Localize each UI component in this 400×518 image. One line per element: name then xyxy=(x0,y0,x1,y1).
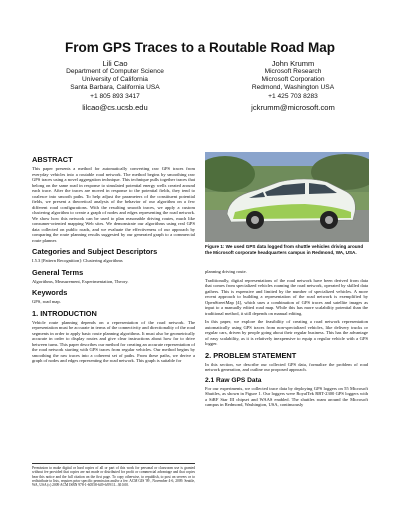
author-block-1 xyxy=(30,59,200,112)
abstract-heading: ABSTRACT xyxy=(32,155,73,164)
figure-caption: Figure 1: We used GPS data logged from shuttle vehicles driving around the Microsoft corporate headquarters campus in Redmond, WA, USA. xyxy=(205,244,364,255)
paper-title: From GPS Traces to a Routable Road Map xyxy=(64,40,336,55)
paragraph: In this paper, we explore the feasibility of creating a road network representation automatically using GPS traces from non-specialized vehicles, like delivery trucks or regular cars, driven by people going about their regular business. This has the advantage of easy scalability, as it is relatively inexpensive to equip a regular vehicle with a GPS logger. xyxy=(205,319,368,346)
author-block-2 xyxy=(208,59,378,112)
raw-gps-heading: 2.1 Raw GPS Data xyxy=(205,376,262,384)
categories-heading: Categories and Subject Descriptors xyxy=(32,247,158,256)
paragraph: Traditionally, digital representations of the road network have been derived from data that comes from specialized vehicles roaming the road network, operated by skilled data gathers. This is expensive and limited by the number of specialized vehicles. A more recent approach to building a representation of the road network is exemplified by OpenStreetMap [4], which uses a combination of GPS traces and satellite images as input to a manually edited road map. While this has more scalability potential than the traditional method, it still depends on manual editing. xyxy=(205,277,368,316)
author-affiliation: Department of Computer Science xyxy=(66,68,164,75)
author-affiliation: Redmond, Washington USA xyxy=(251,84,335,92)
author-affiliation: University of California xyxy=(82,76,148,84)
right-column xyxy=(205,269,368,411)
author-affiliation: Microsoft Research xyxy=(264,68,322,75)
general-terms-text: Algorithms, Measurement, Experimentation, Theory. xyxy=(32,278,129,284)
keywords-text: GPS, road map. xyxy=(32,299,61,304)
keywords-heading: Keywords xyxy=(32,288,68,297)
author-email: jckrumm@microsoft.com xyxy=(251,102,335,112)
paragraph: In this section, we describe our collected GPS data, formalize the problem of road network generation, and outline our proposed approach. xyxy=(205,361,368,372)
abstract-text: This paper presents a method for automatically converting raw GPS traces from everyday vehicles into a routable road network. The method begins by smoothing raw GPS traces using a novel aggregation technique. This technique pulls together traces that belong on the same road in response to simulated potential energy wells created around each trace. After the traces are moved in response to the potential fields, they tend to coalesce into smooth paths. To help adjust the parameters of the constituent potential fields, we present a theoretical analysis of the behavior of our algorithm on a few different road configurations. With the resulting smooth traces, we apply a custom clustering algorithm to create a graph of nodes and edges representing the road network. We show how this network can be used to plan reasonable driving routes, much like consumer-oriented mapping Web sites. We demonstrate our algorithms using real GPS data collected on public roads, and we evaluate the effectiveness of our approach by comparing the route planning results suggested by our generated graph to a commercial route planner. xyxy=(32,166,195,243)
author-phone: +1 805 893 3417 xyxy=(90,92,140,100)
shuttle-photo-graphic xyxy=(205,152,369,242)
intro-heading: 1. INTRODUCTION xyxy=(32,308,97,318)
problem-heading: 2. PROBLEM STATEMENT xyxy=(205,350,297,360)
copyright-footnote: Permission to make digital or hard copies of all or part of this work for personal or classroom use is granted without fee provided that copies are not made or distributed for profit or commercial advantage and that copies bear this notice and the full citation on the first page. To copy otherwise, to republish, to post on servers or to redistribute to lists, requires prior specific permission and/or a fee. ACM GIS '09 , November 4-6, 2009. Seattle, WA, USA (c) 2009 ACM ISBN 978-1-60558-649-6/09/11...$10.00. xyxy=(32,463,195,487)
categories-text: I.5.3 [Pattern Recognition]: Clustering algorithms xyxy=(32,258,123,263)
general-terms-heading: General Terms xyxy=(32,267,84,277)
intro-text: Vehicle route planning depends on a representation of the road network. The representation must be accurate in terms of the connectivity and directionality of the road segments in order to apply basic route planning algorithms. It must also be geometrically accurate in order to display routes and give clear instructions about how far to drive between turns. This paper describes our method for creating an accurate representation of the road network starting with GPS traces from regular vehicles. Our method begins by smoothing the raw traces into a coherent set of paths. From these paths, we derive a graph of nodes and edges representing the road network. This graph is suitable for xyxy=(32,319,195,363)
author-email: lilcao@cs.ucsb.edu xyxy=(82,102,148,112)
shuttle-photo xyxy=(205,152,369,242)
author-name: Lili Cao xyxy=(102,59,128,68)
author-phone: +1 425 703 8283 xyxy=(268,92,318,100)
paragraph: For our experiments, we collected trace data by deploying GPS loggers on 55 Microsoft Shuttles, as shown in Figure 1. Our loggers were RoyalTek RBT-2300 GPS loggers with a SiRF Star III chipset and WAAS enabled. The shuttles roam around the Microsoft campus in Redmond, Washington, USA, continuously xyxy=(205,385,368,407)
author-affiliation: Santa Barbara, California USA xyxy=(70,84,160,92)
paragraph: planning driving route. xyxy=(205,269,247,274)
author-name: John Krumm xyxy=(271,59,315,68)
left-column xyxy=(32,151,195,367)
author-affiliation: Microsoft Corporation xyxy=(261,76,325,84)
